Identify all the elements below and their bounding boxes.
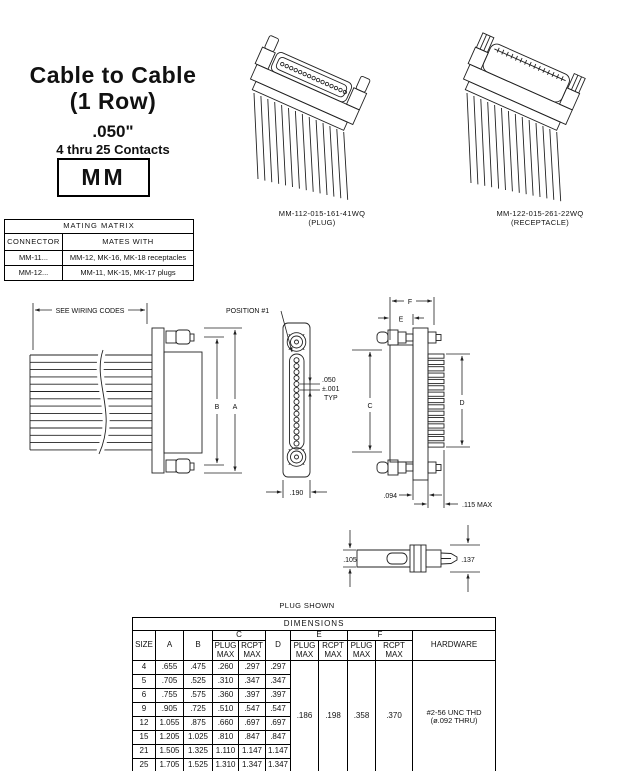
- plug-body: [248, 34, 372, 132]
- mm-header-mates: MATES WITH: [62, 234, 193, 251]
- pitch-label: .050": [92, 122, 134, 141]
- dim-d-label: D: [459, 400, 465, 407]
- cell: .347: [239, 675, 266, 689]
- shared-e-rcpt: .198: [319, 661, 348, 771]
- cell: .755: [156, 689, 184, 703]
- header-c-rcpt-max: RCPT MAX: [239, 641, 266, 661]
- cell: 1.705: [156, 759, 184, 771]
- cell: 1.347: [266, 759, 291, 771]
- shared-e-plug: .186: [291, 661, 319, 771]
- header-group-e: E: [291, 631, 348, 641]
- cell: 1.325: [184, 745, 213, 759]
- cell: .847: [266, 731, 291, 745]
- cell: .725: [184, 703, 213, 717]
- plug-wires: [254, 93, 348, 200]
- mm-row-1: [5, 251, 194, 266]
- dim-b-label: B: [214, 404, 220, 411]
- plug-part-label: [237, 209, 407, 228]
- connector-front-view: [226, 308, 382, 498]
- shared-f-rcpt: .370: [376, 661, 413, 771]
- cell: .525: [184, 675, 213, 689]
- cell: 1.347: [239, 759, 266, 771]
- cell: 1.525: [184, 759, 213, 771]
- contacts-label: 4 thru 25 Contacts: [56, 142, 170, 157]
- cell: .547: [266, 703, 291, 717]
- cell: MM-12...: [5, 266, 63, 281]
- plug-isometric-drawing: [248, 27, 396, 207]
- pitch-dim-tolerance: ±.001: [322, 386, 340, 393]
- receptacle-wires: [467, 93, 561, 201]
- plug-type: (PLUG): [308, 218, 336, 228]
- dim-a-label: A: [232, 404, 238, 411]
- mm-header-connector: CONNECTOR: [5, 234, 63, 251]
- receptacle-body: [461, 32, 586, 132]
- cell: .847: [239, 731, 266, 745]
- cell: .397: [239, 689, 266, 703]
- header-d: D: [266, 631, 291, 661]
- cell: MM-11...: [5, 251, 63, 266]
- header-group-f: F: [348, 631, 413, 641]
- table-row: [133, 661, 496, 675]
- header-f-plug-max: PLUG MAX: [348, 641, 376, 661]
- cable-side-view: [30, 303, 242, 473]
- cell: .260: [213, 661, 239, 675]
- mating-matrix-table: [4, 219, 194, 281]
- series-label: MM: [81, 164, 126, 190]
- cell: 5: [133, 675, 156, 689]
- cell: 1.147: [239, 745, 266, 759]
- hardware-cell: [413, 661, 496, 771]
- cell: .697: [266, 717, 291, 731]
- cell: MM-12, MK-16, MK-18 receptacles: [62, 251, 193, 266]
- cell: 1.025: [184, 731, 213, 745]
- dim-190-label: .190: [289, 490, 304, 497]
- series-box: [57, 158, 150, 197]
- header-b: B: [184, 631, 213, 661]
- cell: .660: [213, 717, 239, 731]
- see-wiring-codes-label: SEE WIRING CODES: [55, 308, 125, 315]
- cell: .397: [266, 689, 291, 703]
- header-e-rcpt-max: RCPT MAX: [319, 641, 348, 661]
- cell: .697: [239, 717, 266, 731]
- page-title-line1: Cable to Cable: [29, 62, 197, 88]
- cell: 1.505: [156, 745, 184, 759]
- dim-137-label: .137: [461, 557, 475, 564]
- cell: .905: [156, 703, 184, 717]
- contact-detail-view: [343, 525, 480, 592]
- header-a: A: [156, 631, 184, 661]
- cell: .875: [184, 717, 213, 731]
- cell: 12: [133, 717, 156, 731]
- position-1-label: POSITION #1: [226, 308, 270, 315]
- cell: 1.147: [266, 745, 291, 759]
- shared-f-plug: .358: [348, 661, 376, 771]
- dim-115-label: .115 MAX: [462, 502, 493, 509]
- cell: .510: [213, 703, 239, 717]
- cell: 1.310: [213, 759, 239, 771]
- receptacle-part-label: [455, 209, 622, 228]
- hardware-line1: #2-56 UNC THD: [426, 707, 482, 717]
- cell: .705: [156, 675, 184, 689]
- mm-row-2: [5, 266, 194, 281]
- page-title-line2: (1 Row): [69, 88, 157, 114]
- mating-matrix-title: MATING MATRIX: [5, 220, 194, 234]
- dimensions-table-title: DIMENSIONS: [133, 618, 496, 631]
- cell: .310: [213, 675, 239, 689]
- cell: .575: [184, 689, 213, 703]
- pitch-dim-typ: TYP: [324, 395, 338, 402]
- cell: 1.055: [156, 717, 184, 731]
- cell: 15: [133, 731, 156, 745]
- cell: 6: [133, 689, 156, 703]
- header-hardware: HARDWARE: [413, 631, 496, 661]
- receptacle-type: (RECEPTACLE): [510, 218, 570, 228]
- cell: MM-11, MK-15, MK-17 plugs: [62, 266, 193, 281]
- pitch-dim-value: .050: [322, 377, 336, 384]
- dim-c-label: C: [367, 403, 373, 410]
- cell: .297: [239, 661, 266, 675]
- cell: .475: [184, 661, 213, 675]
- header-size: SIZE: [133, 631, 156, 661]
- plug-part-number: MM-112-015-161-41WQ: [278, 209, 366, 218]
- hardware-line2: (ø.092 THRU): [430, 715, 478, 725]
- cell: 21: [133, 745, 156, 759]
- dim-e-label: E: [398, 316, 404, 324]
- header-group-c: C: [213, 631, 266, 641]
- header-c-plug-max: PLUG MAX: [213, 641, 239, 661]
- cell: .297: [266, 661, 291, 675]
- receptacle-part-number: MM-122-015-261-22WQ: [496, 209, 584, 218]
- receptacle-isometric-drawing: [461, 27, 609, 207]
- cell: 25: [133, 759, 156, 771]
- cell: .360: [213, 689, 239, 703]
- cell: .655: [156, 661, 184, 675]
- cell: 1.110: [213, 745, 239, 759]
- dim-094-label: .094: [383, 493, 397, 500]
- plug-shown-label: PLUG SHOWN: [279, 601, 335, 610]
- dim-105-label: .105: [343, 557, 357, 564]
- cell: .547: [239, 703, 266, 717]
- cell: .810: [213, 731, 239, 745]
- dimension-drawings: [0, 290, 622, 612]
- cell: .347: [266, 675, 291, 689]
- cell: 1.205: [156, 731, 184, 745]
- cell: 9: [133, 703, 156, 717]
- header-e-plug-max: PLUG MAX: [291, 641, 319, 661]
- dim-f-label: F: [407, 299, 413, 306]
- connector-side-view: [377, 297, 493, 509]
- header-f-rcpt-max: RCPT MAX: [376, 641, 413, 661]
- cell: 4: [133, 661, 156, 675]
- dimensions-table: [132, 617, 496, 771]
